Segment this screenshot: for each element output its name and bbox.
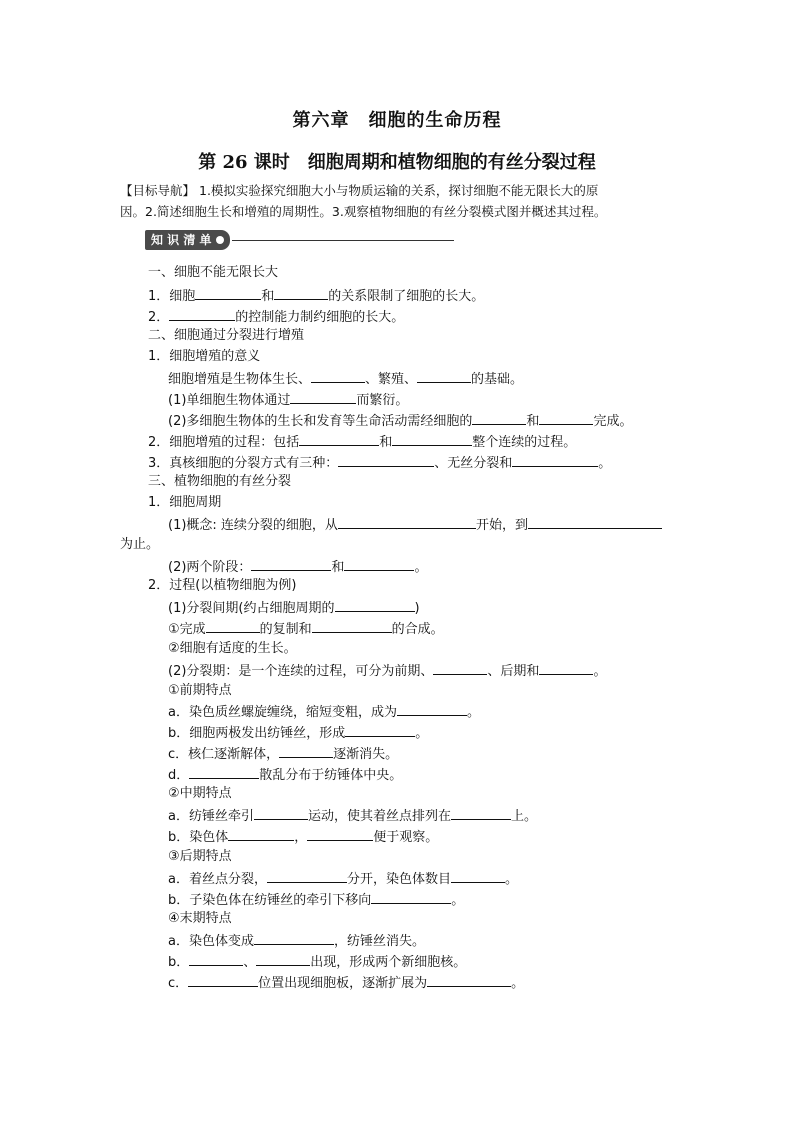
question-line: a．染色质丝螺旋缠绕，缩短变粗，成为 。	[168, 702, 480, 722]
objectives-text-2: 因。2.简述细胞生长和增殖的周期性。3.观察植物细胞的有丝分裂模式图并概述其过程。	[120, 204, 607, 219]
question-line: b．细胞两极发出纺锤丝，形成 。	[168, 723, 428, 743]
question-line: (2)分裂期：是一个连续的过程，可分为前期、 、后期和 。	[168, 661, 606, 681]
answer-blank[interactable]	[299, 432, 379, 446]
answer-blank[interactable]	[451, 806, 511, 820]
answer-blank[interactable]	[335, 598, 415, 612]
question-line: (1)概念: 连续分裂的细胞，从 开始，到	[168, 515, 662, 535]
phase-heading: ①前期特点	[168, 683, 232, 698]
answer-blank[interactable]	[169, 307, 235, 321]
question-line: d． 散乱分布于纺锤体中央。	[168, 765, 402, 785]
question-line: 2．细胞增殖的过程：包括 和 整个连续的过程。	[148, 432, 576, 452]
answer-blank[interactable]	[539, 661, 593, 675]
question-line: (2)两个阶段： 和 。	[168, 557, 427, 577]
answer-blank[interactable]	[274, 286, 328, 300]
answer-blank[interactable]	[254, 806, 308, 820]
question-line-wrap: 为止。	[120, 537, 160, 552]
question-line: c． 位置出现细胞板，逐渐扩展为 。	[168, 973, 524, 993]
question-line: b． 、 出现，形成两个新细胞核。	[168, 952, 466, 972]
question-line: 1．细胞周期	[148, 495, 222, 510]
answer-blank[interactable]	[189, 765, 259, 779]
answer-blank[interactable]	[344, 557, 414, 571]
question-line: c．核仁逐渐解体， 逐渐消失。	[168, 744, 398, 764]
phase-heading: ②中期特点	[168, 786, 232, 801]
answer-blank[interactable]	[228, 827, 294, 841]
answer-blank[interactable]	[528, 515, 662, 529]
lesson-title: 第 26 课时 细胞周期和植物细胞的有丝分裂过程	[198, 152, 596, 173]
answer-blank[interactable]	[188, 973, 258, 987]
answer-blank[interactable]	[251, 557, 331, 571]
answer-blank[interactable]	[267, 869, 347, 883]
objectives	[120, 180, 680, 222]
objectives-text-1: 1.模拟实验探究细胞大小与物质运输的关系，探讨细胞不能无限长大的原	[195, 183, 599, 198]
question-line: a．染色体变成 ，纺锤丝消失。	[168, 931, 425, 951]
section-badge-label: 知 识 清 单	[151, 233, 212, 247]
chapter-title: 第六章 细胞的生命历程	[292, 110, 502, 131]
question-line: (2)多细胞生物体的生长和发育等生命活动需经细胞的 和 完成。	[168, 411, 632, 431]
question-line: 2． 的控制能力制约细胞的长大。	[148, 307, 404, 327]
phase-heading: ③后期特点	[168, 849, 232, 864]
answer-blank[interactable]	[311, 369, 365, 383]
question-line: a．纺锤丝牵引 运动，使其着丝点排列在 上。	[168, 806, 537, 826]
answer-blank[interactable]	[512, 453, 598, 467]
answer-blank[interactable]	[472, 411, 526, 425]
answer-blank[interactable]	[307, 827, 373, 841]
answer-blank[interactable]	[427, 973, 511, 987]
question-line: 1．细胞 和 的关系限制了细胞的长大。	[148, 286, 484, 306]
bullet-dot-icon	[216, 236, 224, 244]
answer-blank[interactable]	[392, 432, 472, 446]
answer-blank[interactable]	[371, 890, 451, 904]
section-heading: 三、植物细胞的有丝分裂	[148, 474, 292, 489]
answer-blank[interactable]	[256, 952, 310, 966]
section-heading: 一、细胞不能无限长大	[148, 265, 279, 280]
question-line: 2．过程(以植物细胞为例)	[148, 578, 297, 593]
answer-blank[interactable]	[254, 931, 334, 945]
question-line: 1．细胞增殖的意义	[148, 349, 261, 364]
question-line: 3．真核细胞的分裂方式有三种： 、无丝分裂和 。	[148, 453, 611, 473]
answer-blank[interactable]	[451, 869, 505, 883]
answer-blank[interactable]	[433, 661, 487, 675]
answer-blank[interactable]	[539, 411, 593, 425]
answer-blank[interactable]	[312, 619, 392, 633]
question-line: ②细胞有适度的生长。	[168, 641, 297, 656]
answer-blank[interactable]	[195, 286, 261, 300]
question-line: b．染色体 ， 便于观察。	[168, 827, 438, 847]
section-badge	[145, 230, 454, 250]
objectives-label: 【目标导航】	[120, 183, 196, 198]
question-line: 细胞增殖是生物体生长、 、繁殖、 的基础。	[168, 369, 523, 389]
question-line: b．子染色体在纺锤丝的牵引下移向 。	[168, 890, 464, 910]
answer-blank[interactable]	[345, 723, 415, 737]
phase-heading: ④末期特点	[168, 911, 232, 926]
answer-blank[interactable]	[397, 702, 467, 716]
answer-blank[interactable]	[279, 744, 333, 758]
answer-blank[interactable]	[290, 390, 356, 404]
question-line: (1)单细胞生物体通过 而繁衍。	[168, 390, 408, 410]
answer-blank[interactable]	[189, 952, 243, 966]
question-line: (1)分裂间期(约占细胞周期的 )	[168, 598, 420, 618]
section-heading: 二、细胞通过分裂进行增殖	[148, 328, 305, 343]
section-divider	[232, 240, 454, 241]
answer-blank[interactable]	[206, 619, 260, 633]
answer-blank[interactable]	[338, 515, 476, 529]
question-line: ①完成 的复制和 的合成。	[168, 619, 444, 639]
question-line: a．着丝点分裂， 分开，染色体数目 。	[168, 869, 518, 889]
answer-blank[interactable]	[338, 453, 434, 467]
answer-blank[interactable]	[417, 369, 471, 383]
